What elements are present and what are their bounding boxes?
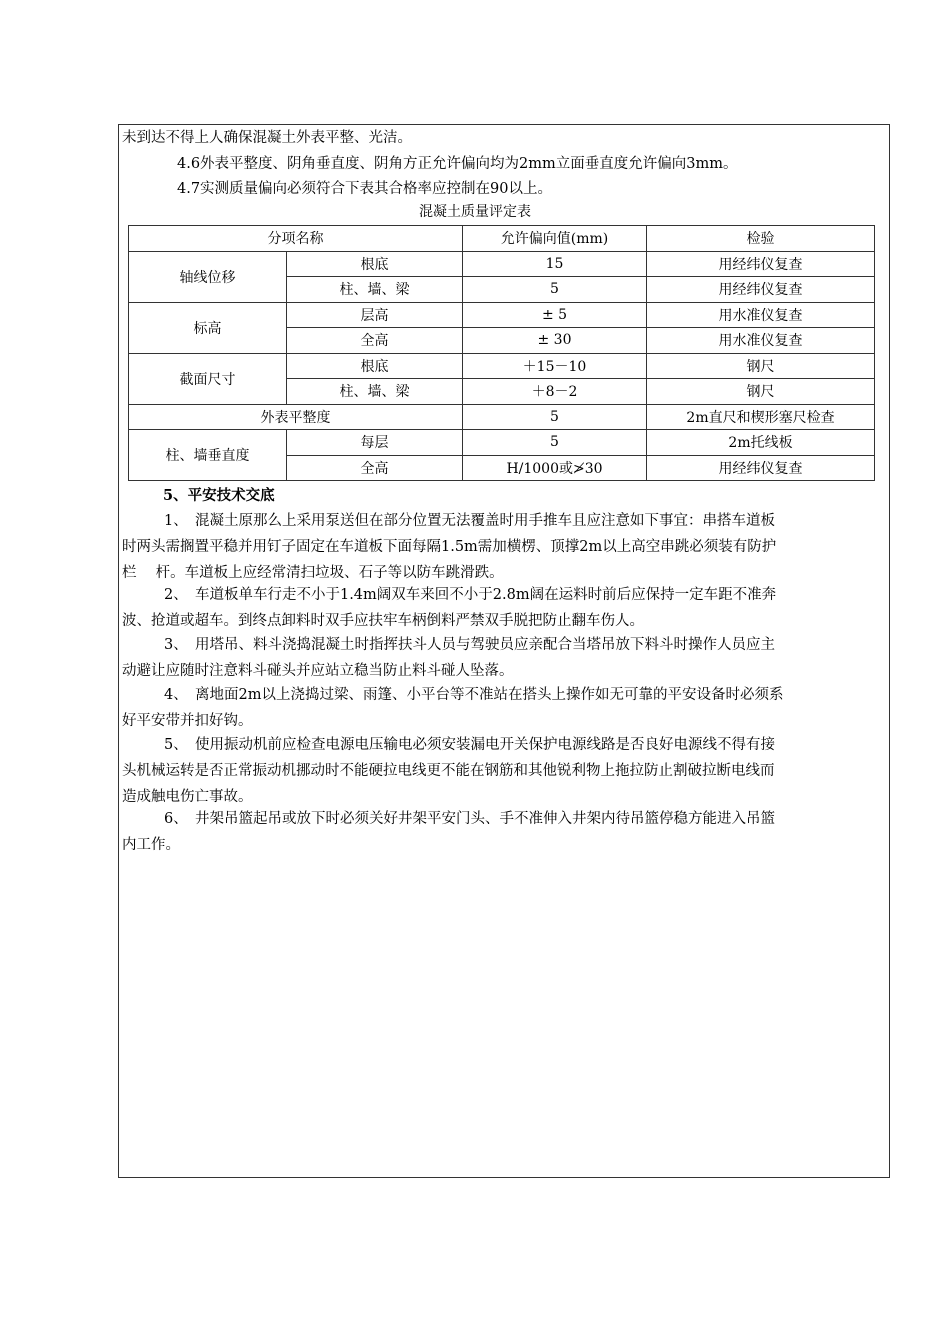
group-name: 截面尺寸: [129, 353, 287, 404]
check-method: 钢尺: [647, 379, 875, 405]
table-header-row: [129, 226, 875, 252]
paragraph-line: 波、抢道或超车。到终点卸料时双手应扶牢车柄倒料严禁双手脱把防止翻车伤人。: [122, 613, 644, 629]
paragraph-6: [122, 806, 884, 858]
sub-item: 每层: [287, 430, 463, 456]
paragraph-line: 时两头需搁置平稳并用钉子固定在车道板下面每隔1.5m需加横楞、顶撑2m以上高空串跳必须装有防护: [122, 539, 777, 555]
paragraph-line: 4、 离地面2m以上浇捣过梁、雨篷、小平台等不准站在搭头上操作如无可靠的平安设备时必须系: [164, 687, 784, 703]
check-method: 用经纬仪复查: [647, 455, 875, 481]
check-method: 用水准仪复查: [647, 328, 875, 354]
paragraph-3: [122, 632, 884, 684]
table-caption: 混凝土质量评定表: [419, 204, 531, 220]
paragraph-line: 2、 车道板单车行走不小于1.4m阔双车来回不小于2.8m阔在运料时前后应保持一定车距不准奔: [164, 587, 777, 603]
paragraph-2: [122, 582, 884, 634]
group-name: 外表平整度: [129, 404, 463, 430]
paragraph-4: [122, 682, 884, 734]
check-method: 用经纬仪复查: [647, 277, 875, 303]
paragraph-line: 动避让应随时注意料斗碰头并应站立稳当防止料斗碰人坠落。: [122, 663, 514, 679]
table-row: [129, 302, 875, 328]
check-method: 2m托线板: [647, 430, 875, 456]
quality-table: [128, 225, 875, 481]
sub-item: 全高: [287, 455, 463, 481]
paragraph-line: 好平安带并扣好钩。: [122, 713, 253, 729]
tolerance-value: ± 5: [463, 302, 647, 328]
paragraph-line: 1、 混凝土原那么上采用泵送但在部分位置无法覆盖时用手推车且应注意如下事宜：串搭车道板: [164, 513, 775, 529]
sub-item: 层高: [287, 302, 463, 328]
table-row: [129, 251, 875, 277]
group-name: 标高: [129, 302, 287, 353]
check-method: 钢尺: [647, 353, 875, 379]
paragraph-1: [122, 508, 884, 586]
tolerance-value: H/1000或≯30: [463, 455, 647, 481]
paragraph-line: 6、 井架吊篮起吊或放下时必须关好井架平安门头、手不准伸入井架内待吊篮停稳方能进入吊篮: [164, 811, 775, 827]
intro-line-1: 未到达不得上人确保混凝土外表平整、光洁。: [122, 130, 412, 146]
intro-line-2: 4.6外表平整度、阴角垂直度、阴角方正允许偏向均为2mm立面垂直度允许偏向3mm。: [177, 156, 738, 172]
tolerance-value: 5: [463, 430, 647, 456]
intro-line-3: 4.7实测质量偏向必须符合下表其合格率应控制在90以上。: [177, 181, 553, 197]
check-method: 用经纬仪复查: [647, 251, 875, 277]
table-row: [129, 353, 875, 379]
sub-item: 柱、墙、梁: [287, 379, 463, 405]
paragraph-line: 3、 用塔吊、料斗浇捣混凝土时指挥扶斗人员与驾驶员应亲配合当塔吊放下料斗时操作人员应主: [164, 637, 775, 653]
sub-item: 根底: [287, 251, 463, 277]
paragraph-5: [122, 732, 884, 810]
tolerance-value: 5: [463, 277, 647, 303]
table-row: [129, 430, 875, 456]
paragraph-line: 内工作。: [122, 837, 180, 853]
tolerance-value: 5: [463, 404, 647, 430]
sub-item: 全高: [287, 328, 463, 354]
table-row: [129, 404, 875, 430]
sub-item: 柱、墙、梁: [287, 277, 463, 303]
tolerance-value: ＋15－10: [463, 353, 647, 379]
group-name: 轴线位移: [129, 251, 287, 302]
paragraph-line: 5、 使用振动机前应检查电源电压输电必须安装漏电开关保护电源线路是否良好电源线不得有接: [164, 737, 775, 753]
section-heading: 5、平安技术交底: [163, 487, 275, 504]
paragraph-line: 栏 杆。车道板上应经常清扫垃圾、石子等以防车跳滑跌。: [122, 565, 504, 581]
sub-item: 根底: [287, 353, 463, 379]
tolerance-value: 15: [463, 251, 647, 277]
check-method: 用水准仪复查: [647, 302, 875, 328]
tolerance-value: ± 30: [463, 328, 647, 354]
paragraph-line: 头机械运转是否正常振动机挪动时不能硬拉电线更不能在钢筋和其他锐利物上拖拉防止割破拉断电线而: [122, 763, 775, 779]
group-name: 柱、墙垂直度: [129, 430, 287, 481]
check-method: 2m直尺和楔形塞尺检查: [647, 404, 875, 430]
paragraph-line: 造成触电伤亡事故。: [122, 789, 253, 805]
header-tolerance: 允许偏向值(mm): [463, 226, 647, 252]
tolerance-value: ＋8－2: [463, 379, 647, 405]
header-item: 分项名称: [129, 226, 463, 252]
header-check: 检验: [647, 226, 875, 252]
